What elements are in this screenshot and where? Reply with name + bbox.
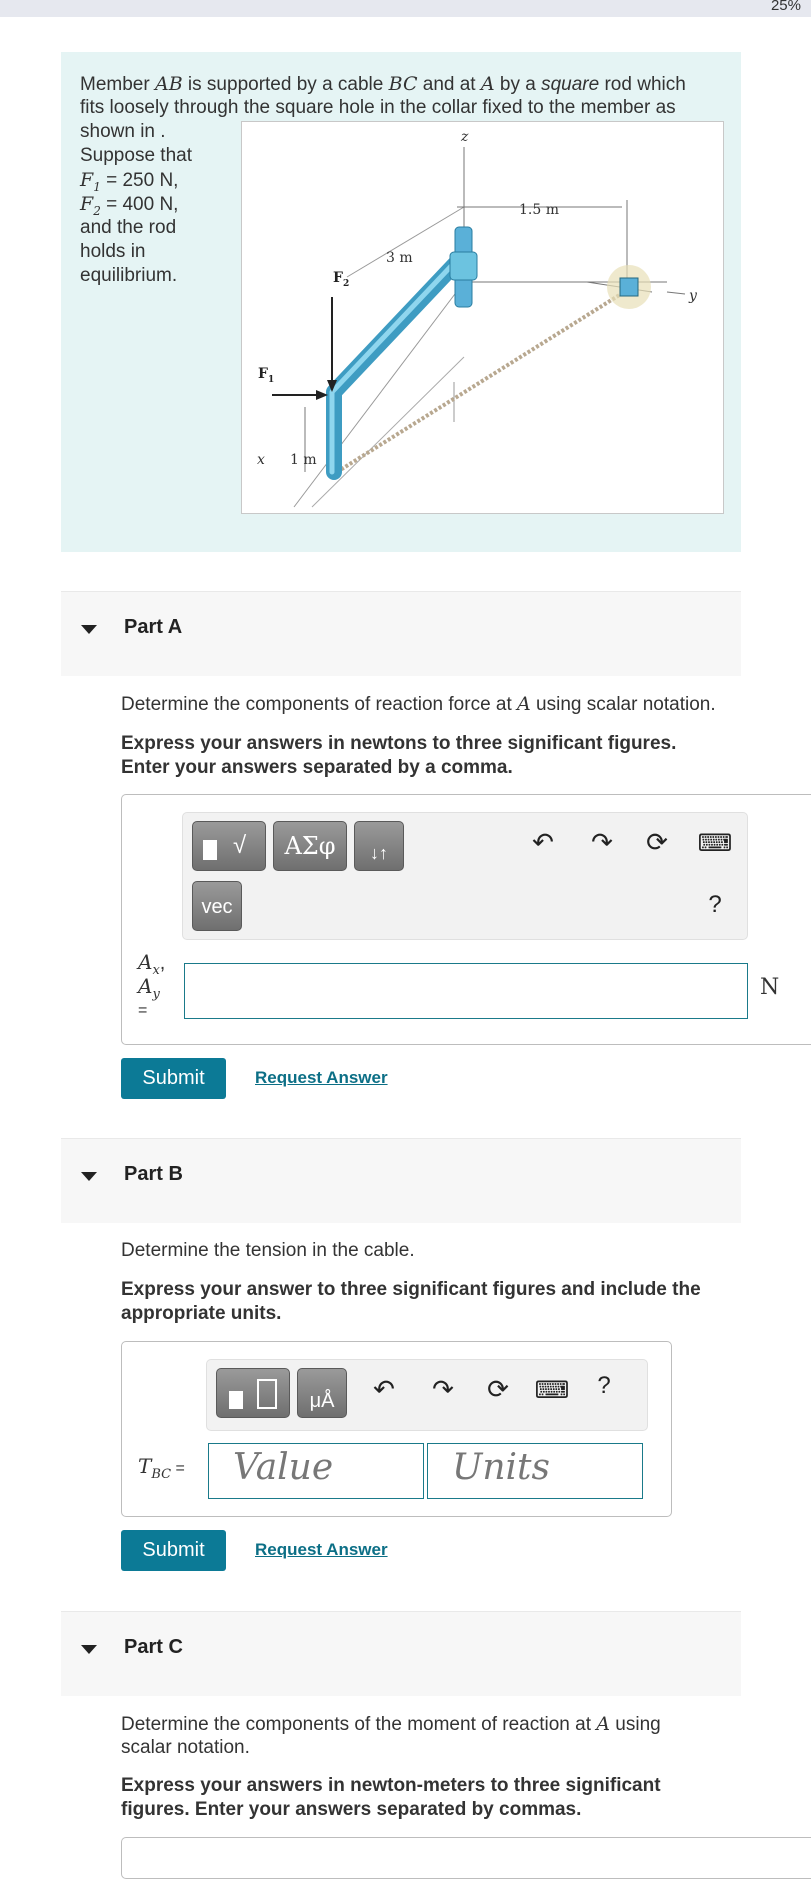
reset-icon[interactable]: ⟳: [487, 1374, 509, 1404]
vec-button[interactable]: vec: [192, 881, 242, 931]
part-c-header[interactable]: [61, 1611, 741, 1696]
collapse-triangle-icon[interactable]: [81, 1645, 97, 1654]
part-c-answer-box: [121, 1837, 811, 1879]
templates-button[interactable]: [216, 1368, 290, 1418]
intro-equilibrium: equilibrium.: [80, 265, 178, 286]
dim-1m: 1 m: [290, 452, 317, 468]
keyboard-icon[interactable]: ⌨: [697, 830, 733, 857]
intro-and-rod: and the rod: [80, 217, 177, 238]
help-icon[interactable]: ?: [708, 891, 722, 918]
label-x: x: [257, 452, 265, 468]
dim-3m: 3 m: [386, 250, 413, 266]
units-input[interactable]: [427, 1443, 643, 1499]
y-axis-tail: [667, 292, 685, 294]
intro-line-1: Member AB is supported by a cable BC and at A by a square rod which: [80, 73, 686, 95]
part-b-submit-button[interactable]: Submit: [121, 1530, 226, 1571]
label-f2: $F_2$: [333, 270, 350, 289]
value-input[interactable]: [208, 1443, 424, 1499]
intro-holds-in: holds in: [80, 241, 146, 262]
sqrt-icon: √: [233, 832, 247, 859]
redo-icon[interactable]: ↷: [432, 1374, 454, 1404]
part-a-question: Determine the components of reaction force at A using scalar notation.: [121, 693, 716, 715]
greek-symbols-button[interactable]: ΑΣφ: [273, 821, 347, 871]
templates-button[interactable]: [192, 821, 266, 871]
part-b-answer-box: [121, 1341, 672, 1517]
intro-f2: $F_2 = 400$ N,: [80, 193, 179, 218]
undo-icon[interactable]: ↶: [532, 827, 554, 857]
collapse-triangle-icon[interactable]: [81, 1172, 97, 1181]
part-b-toolbar: [206, 1359, 648, 1431]
part-a-answer-input[interactable]: [184, 963, 748, 1019]
redo-icon[interactable]: ↷: [591, 827, 613, 857]
part-a-answer-box: [121, 794, 811, 1045]
part-b-question: Determine the tension in the cable.: [121, 1240, 415, 1261]
collapse-triangle-icon[interactable]: [81, 625, 97, 634]
problem-figure: [241, 121, 724, 514]
part-a-request-answer-link[interactable]: Request Answer: [255, 1068, 388, 1087]
collar-a-body: [450, 252, 477, 280]
part-a-submit-button[interactable]: Submit: [121, 1058, 226, 1099]
dim-1-5m: 1.5 m: [519, 202, 559, 218]
figure-diagram: [242, 122, 723, 513]
help-icon[interactable]: ?: [597, 1372, 611, 1399]
label-y: y: [689, 288, 697, 304]
part-b-header[interactable]: [61, 1138, 741, 1223]
part-b-var-label: $T_{BC}$ =: [138, 1454, 185, 1482]
fraction-icon: [257, 1379, 277, 1409]
c-collar: [620, 278, 638, 296]
keyboard-icon[interactable]: ⌨: [534, 1377, 570, 1404]
undo-icon[interactable]: ↶: [373, 1374, 395, 1404]
part-b-title: Part B: [124, 1163, 183, 1185]
reset-icon[interactable]: ⟳: [646, 827, 668, 857]
label-f1: $F_1$: [258, 366, 275, 385]
label-z: z: [461, 129, 469, 145]
part-a-toolbar: [182, 812, 748, 940]
intro-line-2: fits loosely through the square hole in the collar fixed to the member as: [80, 97, 676, 118]
cable-bc: [337, 289, 629, 472]
intro-f1: $F_1 = 250$ N,: [80, 169, 179, 194]
part-a-unit: N: [760, 975, 780, 1000]
battery-indicator: 25%: [770, 0, 801, 14]
part-a-header[interactable]: [61, 591, 741, 676]
part-a-title: Part A: [124, 616, 183, 638]
part-a-var-label: $A_x$, $A_y$ =: [138, 950, 166, 1019]
part-c-title: Part C: [124, 1636, 183, 1658]
part-c-instructions: Express your answers in newton-meters to three significant figures. Enter your answers separated by commas.: [121, 1775, 661, 1820]
arrows-button[interactable]: ↓↑: [354, 821, 404, 871]
intro-suppose: Suppose that: [80, 145, 192, 166]
template-block-icon: [203, 840, 217, 860]
part-a-instructions: Express your answers in newtons to three significant figures. Enter your answers separated by a comma.: [121, 733, 677, 778]
part-c-question: Determine the components of the moment of reaction at A using: [121, 1713, 661, 1735]
part-c-question-line-2: scalar notation.: [121, 1737, 250, 1758]
units-button[interactable]: μÅ: [297, 1368, 347, 1418]
part-b-instructions: Express your answer to three significant figures and include the appropriate units.: [121, 1279, 701, 1324]
part-b-request-answer-link[interactable]: Request Answer: [255, 1540, 388, 1559]
template-block-icon: [229, 1391, 243, 1409]
intro-line-3: shown in .: [80, 121, 166, 142]
value-placeholder: Value: [233, 1447, 334, 1488]
units-placeholder: Units: [452, 1447, 550, 1488]
status-bar: [0, 0, 811, 17]
